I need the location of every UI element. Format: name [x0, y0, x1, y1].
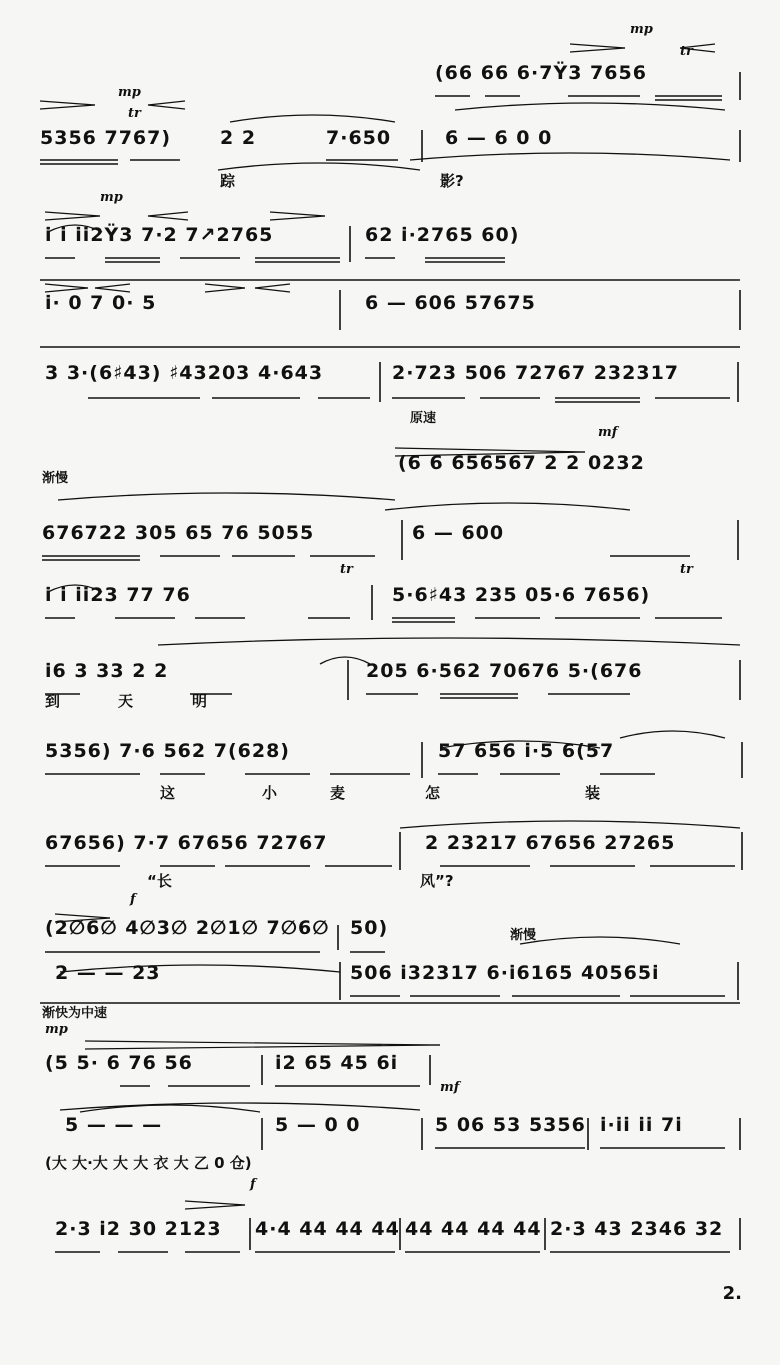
notation-segment: 2·723 506 72767 232317	[392, 362, 680, 384]
rule	[570, 44, 625, 48]
notation-segment: 5356 7767)	[40, 127, 172, 149]
notation-segment: 3 3·(6♯43) ♯43203 4·643	[45, 362, 324, 384]
slur	[80, 1105, 260, 1112]
notation-segment: 57 656 i̇·5 6(57	[438, 740, 615, 762]
lyric-text: 小	[262, 784, 278, 802]
rule	[148, 105, 185, 109]
dynamic-mark: mp	[100, 190, 123, 205]
lyric-text: 麦	[330, 784, 346, 802]
dynamic-mark: tr	[128, 106, 141, 121]
lyric-text: 明	[192, 692, 208, 710]
rule	[185, 1205, 245, 1209]
dynamic-mark: f	[130, 892, 136, 907]
slur	[455, 103, 725, 110]
notation-segment: 506 i̇32317 6·i̇6165 40565i̇	[350, 962, 660, 984]
notation-segment: (6 6 656567 2 2 0232	[398, 452, 645, 474]
rule	[85, 1045, 440, 1049]
lyric-text: (大 大·大 大 大 衣 大 乙 0 仓)	[45, 1154, 252, 1172]
rule	[570, 48, 625, 52]
lyric-text: 怎	[425, 784, 441, 802]
tempo-note: 原速	[410, 411, 437, 426]
notation-segment: i̇ i̇ i̇i̇23 77 76	[45, 584, 191, 606]
dynamic-mark: mp	[630, 22, 653, 37]
tempo-note: 渐慢	[42, 471, 69, 486]
notation-segment: 6 — 600	[412, 522, 505, 544]
tempo-note: 渐慢	[510, 928, 537, 943]
notation-segment: i̇ i̇ i̇i̇2Ÿ3 7·2 7↗2765	[45, 224, 274, 246]
slur	[410, 153, 730, 160]
slur	[385, 503, 630, 510]
dynamic-mark: mp	[45, 1022, 68, 1037]
dynamic-mark: tr	[680, 562, 693, 577]
page-number: 2.	[722, 1283, 742, 1304]
notation-segment: 62 i̇·2765 60)	[365, 224, 520, 246]
rule	[148, 216, 188, 220]
rule	[148, 212, 188, 216]
dynamic-mark: mf	[440, 1080, 460, 1095]
notation-segment: i̇6 3 33 2 2	[45, 660, 169, 682]
notation-segment: 676722 305 65 76 5055	[42, 522, 315, 544]
dynamic-mark: f	[250, 1177, 256, 1192]
notation-segment: 5 06 53 5356	[435, 1114, 586, 1136]
rule	[40, 101, 95, 105]
lyric-text: “长	[147, 872, 172, 890]
notation-segment: 5·6♯43 235 05·6 7656)	[392, 584, 651, 606]
lyric-text: 装	[585, 784, 601, 802]
slur	[620, 731, 725, 738]
rule	[270, 212, 325, 216]
notation-segment: 5 — — —	[65, 1114, 163, 1136]
dynamic-mark: tr	[340, 562, 353, 577]
notation-segment: 67656) 7·7 67656 72767	[45, 832, 328, 854]
notation-segment: (5 5· 6 76 56	[45, 1052, 193, 1074]
notation-segment: i̇· 0 7 0· 5	[45, 292, 157, 314]
rule	[255, 288, 290, 292]
lyric-text: 这	[160, 784, 176, 802]
slur	[320, 657, 370, 664]
notation-segment: 5 — 0 0	[275, 1114, 361, 1136]
notation-segment: 2·3 43 2346 32	[550, 1218, 724, 1240]
notation-segment: 6 — 6 0 0	[445, 127, 553, 149]
notation-segment: (2∅6∅ 4∅3∅ 2∅1∅ 7∅6∅	[45, 917, 330, 939]
notation-segment: 2 — — 23	[55, 962, 161, 984]
rule	[85, 1041, 440, 1045]
rule	[45, 216, 100, 220]
slur	[158, 638, 740, 645]
notation-segment: i̇·i̇i̇ i̇i̇ 7i̇	[600, 1114, 683, 1136]
rule	[255, 284, 290, 288]
rule	[270, 216, 325, 220]
notation-segment: 6 — 606 57675	[365, 292, 536, 314]
slur	[520, 937, 680, 944]
rule	[148, 101, 185, 105]
notation-segment: 44 44 44 44	[405, 1218, 542, 1240]
notation-segment: 50)	[350, 917, 389, 939]
notation-segment: 2 2	[220, 127, 257, 149]
lyric-text: 天	[118, 692, 134, 710]
slur	[230, 115, 395, 122]
lyric-text: 影?	[440, 172, 464, 190]
dynamic-mark: tr	[680, 44, 693, 59]
rule	[95, 284, 130, 288]
rule	[45, 284, 88, 288]
lyric-text: 风”?	[420, 872, 454, 890]
notation-segment: i̇2 65 45 6i̇	[275, 1052, 399, 1074]
notation-segment: 5356) 7·6 562 7(628)	[45, 740, 290, 762]
notation-segment: 2 23217 67656 27265	[425, 832, 676, 854]
rule	[45, 212, 100, 216]
dynamic-mark: mp	[118, 85, 141, 100]
notation-segment: 4·4 44 44 44	[255, 1218, 400, 1240]
slur	[218, 163, 420, 170]
rule	[185, 1201, 245, 1205]
slur	[58, 493, 395, 500]
rule	[40, 105, 95, 109]
lyric-text: 到	[45, 692, 61, 710]
slur	[400, 821, 740, 828]
notation-segment: 7·650	[326, 127, 392, 149]
tempo-note: 渐快为中速	[42, 1006, 108, 1021]
notation-segment: (66 66 6·7Ÿ3 7656	[435, 62, 647, 84]
notation-segment: 205 6·562 70676 5·(676	[366, 660, 643, 682]
lyric-text: 踪	[220, 172, 236, 190]
rule	[205, 288, 245, 292]
dynamic-mark: mf	[598, 425, 618, 440]
notation-segment: 2·3 i̇2 30 2123	[55, 1218, 222, 1240]
rule	[205, 284, 245, 288]
